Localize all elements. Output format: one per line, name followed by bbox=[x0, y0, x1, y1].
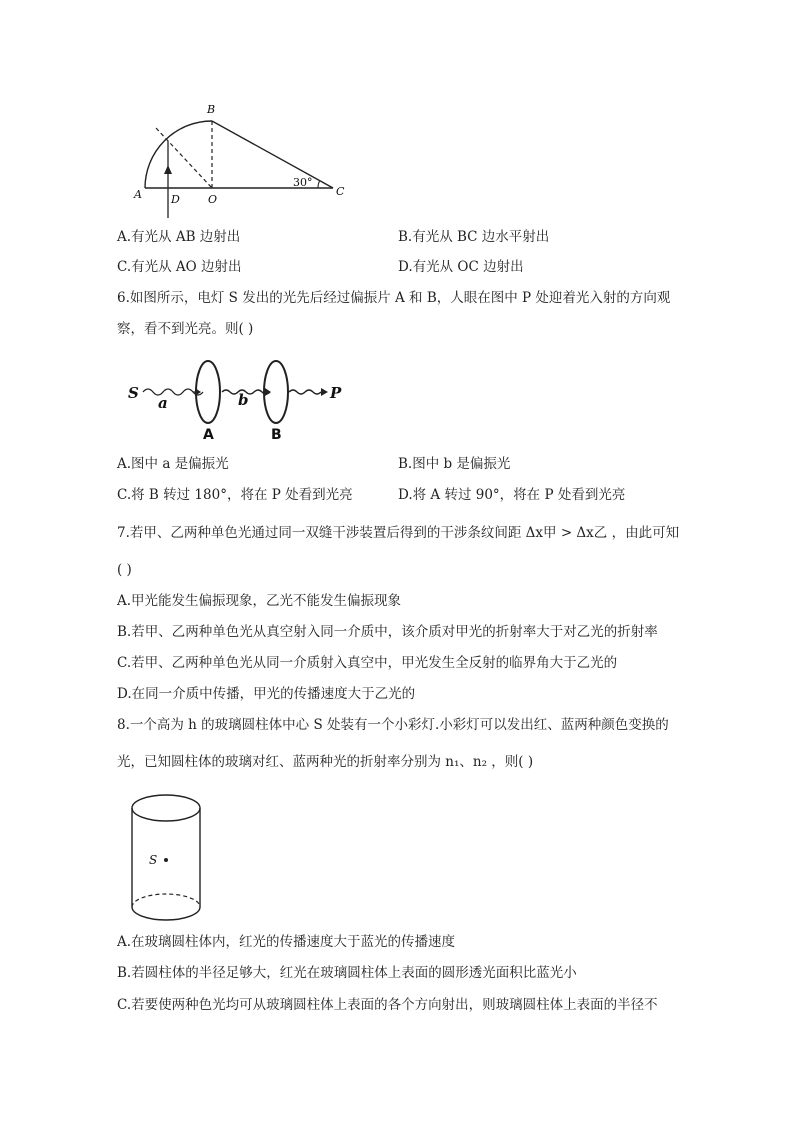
q5-option-a: A.有光从 AB 边射出 bbox=[117, 229, 241, 245]
q7-stem-line1: 7.若甲、乙两种单色光通过同一双缝干涉装置后得到的干涉条纹间距 Δx甲 > Δx乙 ，由此可知 bbox=[117, 525, 680, 541]
q5-label-b: B bbox=[207, 103, 216, 116]
q6-option-d: D.将 A 转过 90°，将在 P 处看到光亮 bbox=[398, 487, 626, 503]
q5-label-c: C bbox=[336, 185, 345, 198]
q7-option-d: D.在同一介质中传播，甲光的传播速度大于乙光的 bbox=[117, 686, 416, 702]
q8-stem-line1: 8.一个高为 h 的玻璃圆柱体中心 S 处装有一个小彩灯.小彩灯可以发出红、蓝两种颜色变换的 bbox=[117, 717, 669, 733]
q8-option-b: B.若圆柱体的半径足够大，红光在玻璃圆柱体上表面的圆形透光面积比蓝光小 bbox=[117, 965, 577, 981]
q6-label-a-small: a bbox=[158, 394, 168, 412]
q6-option-a: A.图中 a 是偏振光 bbox=[117, 456, 229, 472]
q7-option-c: C.若甲、乙两种单色光从同一介质射入真空中，甲光发生全反射的临界角大于乙光的 bbox=[117, 655, 618, 671]
q6-label-b-small: b bbox=[238, 391, 249, 409]
q6-label-polarizer-a: A bbox=[203, 427, 214, 443]
q5-label-o: O bbox=[208, 193, 218, 206]
q6-option-b: B.图中 b 是偏振光 bbox=[398, 456, 511, 472]
q6-label-s: S bbox=[128, 384, 139, 402]
q5-label-d: D bbox=[171, 193, 180, 206]
q8-option-a: A.在玻璃圆柱体内，红光的传播速度大于蓝光的传播速度 bbox=[117, 934, 456, 950]
q6-label-polarizer-b: B bbox=[271, 427, 282, 443]
q8-option-c: C.若要使两种色光均可从玻璃圆柱体上表面的各个方向射出，则玻璃圆柱体上表面的半径不 bbox=[117, 997, 658, 1013]
q7-option-a: A.甲光能发生偏振现象，乙光不能发生偏振现象 bbox=[117, 593, 402, 609]
q5-angle-label: 30° bbox=[293, 176, 313, 189]
q8-label-s: S bbox=[149, 853, 158, 867]
q6-stem-line1: 6.如图所示，电灯 S 发出的光先后经过偏振片 A 和 B，人眼在图中 P 处迎着光入射的方向观 bbox=[117, 290, 671, 306]
q5-option-d: D.有光从 OC 边射出 bbox=[398, 259, 524, 275]
q5-option-b: B.有光从 BC 边水平射出 bbox=[398, 229, 550, 245]
q6-stem-line2: 察，看不到光亮。则( ) bbox=[117, 321, 254, 337]
q8-figure bbox=[127, 790, 207, 925]
q6-figure bbox=[125, 350, 355, 445]
q5-label-a: A bbox=[134, 188, 142, 201]
q8-stem-line2: 光，已知圆柱体的玻璃对红、蓝两种光的折射率分别为 n₁、n₂ ，则( ) bbox=[117, 754, 534, 770]
q7-option-b: B.若甲、乙两种单色光从真空射入同一介质中，该介质对甲光的折射率大于对乙光的折射率 bbox=[117, 624, 658, 640]
q6-option-c: C.将 B 转过 180°，将在 P 处看到光亮 bbox=[117, 487, 353, 503]
q6-label-p: P bbox=[330, 384, 342, 402]
q5-option-c: C.有光从 AO 边射出 bbox=[117, 259, 242, 275]
q5-figure bbox=[130, 98, 355, 223]
q7-stem-line2: ( ) bbox=[117, 562, 132, 578]
